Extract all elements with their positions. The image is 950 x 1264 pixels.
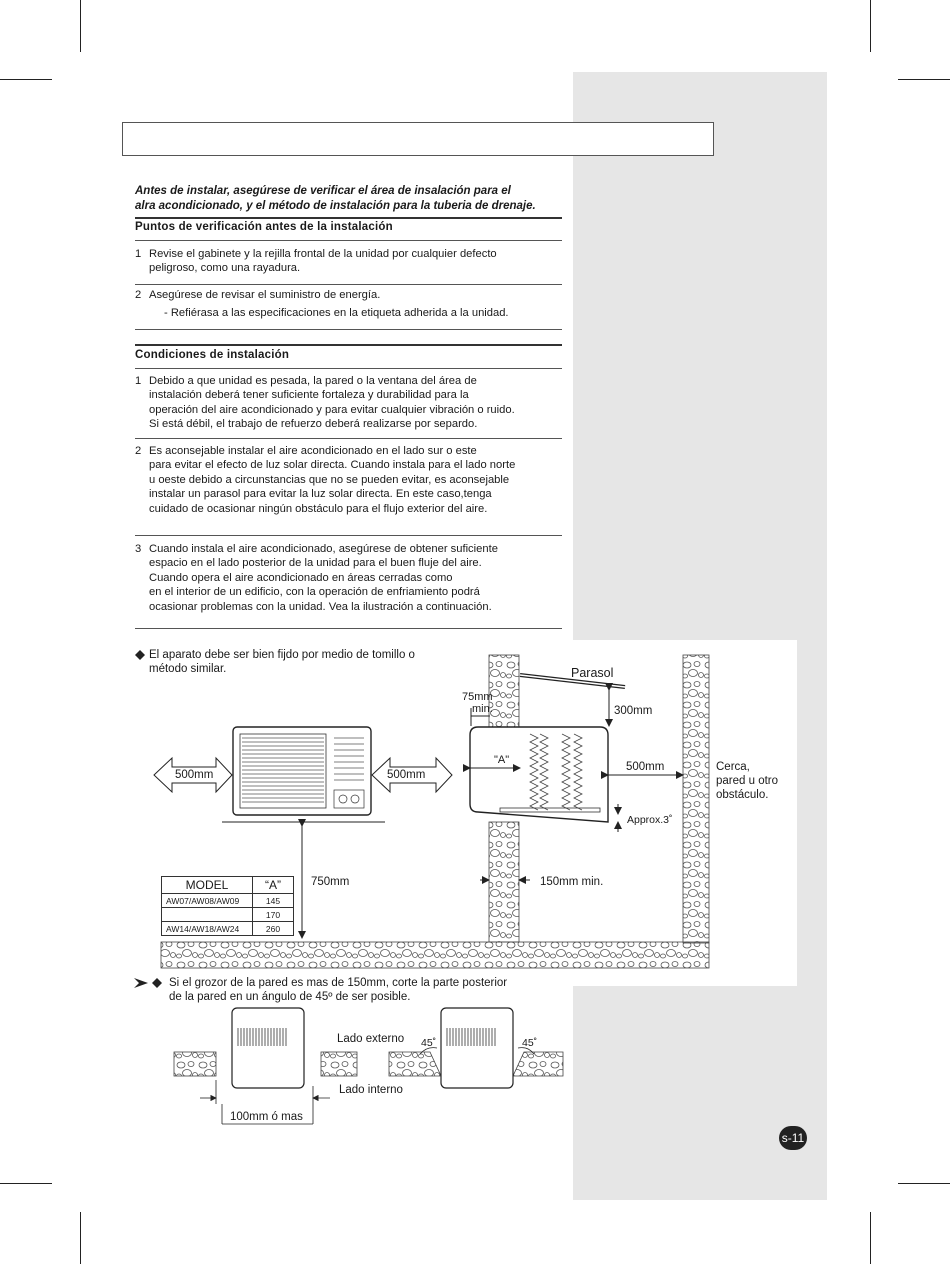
item-number: 2 [135, 289, 142, 301]
note-fixing [149, 648, 415, 676]
note-line: Si el grozor de la pared es mas de 150mm, corte la parte posterior [169, 977, 508, 989]
table-cell: AW14/AW18/AW24 [162, 922, 253, 936]
label-lado-externo: Lado externo [337, 1033, 405, 1045]
label-500mm-middle: 500mm [387, 769, 426, 781]
page-number: s-11 [779, 1126, 807, 1150]
wall-lower [489, 822, 519, 942]
item-number: 2 [135, 445, 142, 457]
note-line: método similar. [149, 663, 227, 675]
label-75mm: 75mm [462, 691, 493, 703]
wall-upper [489, 655, 519, 727]
table-row [162, 922, 294, 936]
pointer-arrow-icon [134, 978, 148, 988]
unit-cross-section-left [232, 1008, 304, 1088]
note-wall-thickness [169, 976, 507, 1004]
item-line: en el interior de un edificio, con la operación de enfriamiento podrá [149, 586, 480, 599]
item-line: operación del aire acondicionado y para evitar cualquier vibración o ruido. [149, 403, 515, 416]
label-150mm: 150mm min. [540, 876, 604, 888]
item-line: instalar un parasol para evitar la luz solar directa. En este caso,tenga [149, 488, 492, 501]
item-line: Debido a que unidad es pesada, la pared o la ventana del área de [149, 375, 477, 387]
item-line: peligroso, como una rayadura. [149, 262, 301, 275]
item-line: Es aconsejable instalar el aire acondicionado en el lado sur o este [149, 445, 477, 457]
item-line: espacio en el lado posterior de la unidad para el buen fluje del aire. [149, 557, 482, 570]
section-title: Puntos de verificación antes de la instalación [135, 221, 393, 233]
table-row [162, 894, 294, 908]
fence-line: obstáculo. [716, 789, 769, 801]
fence-line: pared u otro [716, 775, 779, 787]
item-number: 3 [135, 543, 142, 555]
note-line: de la pared en un ángulo de 45º de ser posible. [169, 991, 411, 1003]
intro-line: alra acondicionado, y el método de instalación para la tuberia de drenaje. [135, 200, 536, 212]
ground [161, 942, 709, 968]
table-cell: 170 [253, 908, 294, 922]
table-header-cell: MODEL [162, 877, 253, 894]
label-300mm: 300mm [614, 705, 653, 717]
section-title: Condiciones de instalación [135, 349, 290, 361]
label-500mm-right: 500mm [626, 761, 665, 773]
table-header [162, 877, 294, 894]
item-note: - Refiérasa a las especificaciones en la etiqueta adherida a la unidad. [164, 307, 509, 319]
label-min: min. [472, 703, 493, 715]
note-line: El aparato debe ser bien fijdo por medio de tomillo o [149, 649, 415, 661]
table-cell: 260 [253, 922, 294, 936]
label-a: "A" [494, 754, 510, 766]
label-angle-left: 45˚ [421, 1037, 437, 1049]
table-header-cell: “A” [253, 877, 294, 894]
item-line: instalación deberá tener suficiente fortaleza y durabilidad para la [149, 389, 469, 402]
label-lado-interno: Lado interno [339, 1084, 403, 1096]
item-line: Revise el gabinete y la rejilla frontal de la unidad por cualquier defecto [149, 248, 497, 260]
table-cell: 145 [253, 894, 294, 908]
label-100mm: 100mm ó mas [230, 1111, 303, 1123]
label-fence [716, 760, 778, 802]
item-line: Cuando opera el aire acondicionado en áreas cerradas como [149, 571, 453, 584]
label-angle-right: 45˚ [522, 1037, 538, 1049]
item-line: Asegúrese de revisar el suministro de energía. [149, 289, 381, 301]
bullet-diamond-icon [135, 650, 145, 660]
unit-cross-section-right [441, 1008, 513, 1088]
item-line: ocasionar problemas con la unidad. Vea la ilustración a continuación. [149, 600, 492, 613]
model-table [161, 876, 294, 936]
label-parasol: Parasol [571, 666, 614, 680]
fence [683, 655, 709, 943]
label-750mm: 750mm [311, 876, 350, 888]
label-approx: Approx.3˚ [627, 814, 673, 826]
item-number: 1 [135, 248, 142, 260]
table-row [162, 908, 294, 922]
item-line: Cuando instala el aire acondicionado, asegúrese de obtener suficiente [149, 543, 498, 555]
intro-line: Antes de instalar, asegúrese de verificar el área de insalación para el [135, 185, 511, 197]
table-cell [162, 908, 253, 922]
item-number: 1 [135, 375, 142, 387]
bullet-diamond-icon [152, 978, 162, 988]
item-line: Si está débil, el trabajo de refuerzo deberá realizarse por separdo. [149, 418, 478, 431]
table-cell: AW07/AW08/AW09 [162, 894, 253, 908]
item-line: u oeste debido a circunstancias que no se pueden evitar, es aconsejable [149, 473, 510, 486]
label-500mm-left: 500mm [175, 769, 214, 781]
fence-line: Cerca, [716, 761, 750, 773]
item-line: cuidado de ocasionar ningún obstáculo para el flujo exterior del aire. [149, 502, 488, 515]
item-line: para evitar el efecto de luz solar directa. Cuando instala para el lado norte [149, 459, 516, 472]
